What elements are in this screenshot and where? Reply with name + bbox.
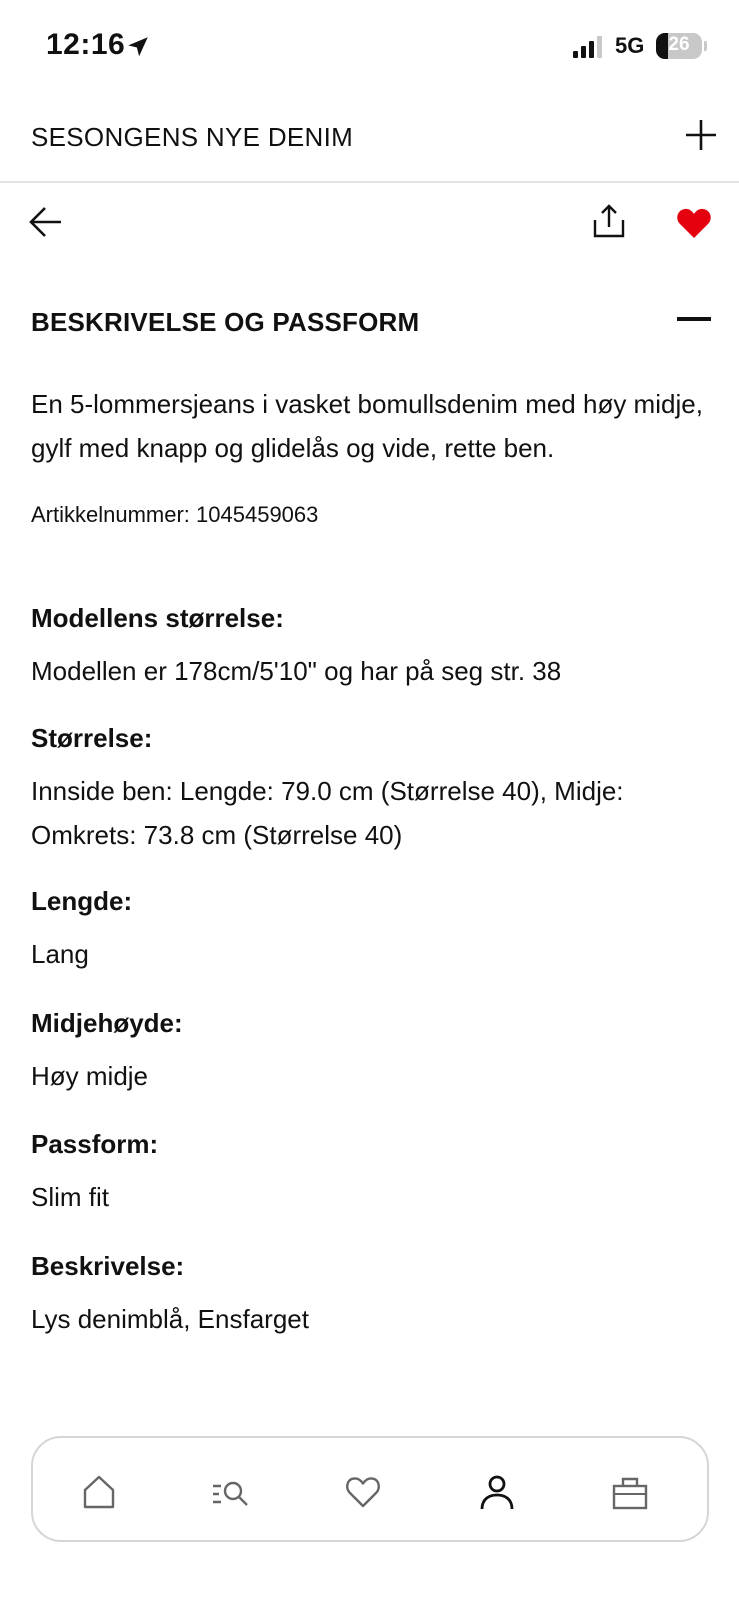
spec-label: Midjehøyde:: [31, 1008, 183, 1038]
spec-label: Lengde:: [31, 886, 133, 916]
spec-model-size: [31, 601, 721, 693]
status-bar: [0, 0, 739, 95]
share-icon[interactable]: [592, 203, 626, 239]
spec-label: Passform:: [31, 1129, 159, 1159]
section-title: BESKRIVELSE OG PASSFORM: [31, 307, 420, 337]
product-nav-row: [0, 195, 739, 255]
arrow-left-icon[interactable]: [28, 205, 64, 239]
heart-outline-icon[interactable]: [343, 1472, 383, 1512]
home-icon[interactable]: [79, 1472, 119, 1512]
battery-nub: [704, 41, 707, 51]
promo-banner[interactable]: [0, 100, 739, 183]
banner-title: SESONGENS NYE DENIM: [31, 122, 354, 152]
spec-length: [31, 884, 721, 976]
spec-value: Innside ben: Lengde: 79.0 cm (Størrelse 40), Midje: Omkrets: 73.8 cm (Størrelse 40): [31, 776, 624, 850]
network-label: 5G: [615, 33, 645, 58]
battery-level: 26: [668, 34, 690, 55]
description-section-header[interactable]: [31, 307, 711, 347]
spec-value: Slim fit: [31, 1182, 109, 1212]
heart-filled-icon[interactable]: [676, 207, 712, 239]
spec-waist-height: [31, 1006, 721, 1098]
status-time: 12:16: [46, 28, 126, 61]
article-number: Artikkelnummer: 1045459063: [31, 502, 319, 527]
location-arrow-icon: [125, 34, 151, 60]
spec-size: [31, 721, 721, 857]
plus-icon[interactable]: [684, 118, 718, 152]
product-description: En 5-lommersjeans i vasket bomullsdenim med høy midje, gylf med knapp og glidelås og vide, rette ben.: [31, 389, 703, 463]
spec-label: Beskrivelse:: [31, 1251, 185, 1281]
spec-value: Modellen er 178cm/5'10" og har på seg str. 38: [31, 656, 562, 686]
spec-description: [31, 1249, 721, 1341]
spec-value: Høy midje: [31, 1061, 149, 1091]
spec-value: Lys denimblå, Ensfarget: [31, 1304, 309, 1334]
search-icon[interactable]: [210, 1472, 250, 1512]
battery-icon: [656, 33, 702, 59]
signal-icon: [573, 36, 605, 58]
bottom-tab-bar: [31, 1436, 709, 1542]
spec-label: Modellens størrelse:: [31, 603, 284, 633]
spec-value: Lang: [31, 939, 89, 969]
minus-icon[interactable]: [677, 317, 711, 321]
spec-fit: [31, 1127, 721, 1219]
bag-icon[interactable]: [610, 1472, 650, 1512]
spec-label: Størrelse:: [31, 723, 153, 753]
account-icon[interactable]: [477, 1472, 517, 1512]
